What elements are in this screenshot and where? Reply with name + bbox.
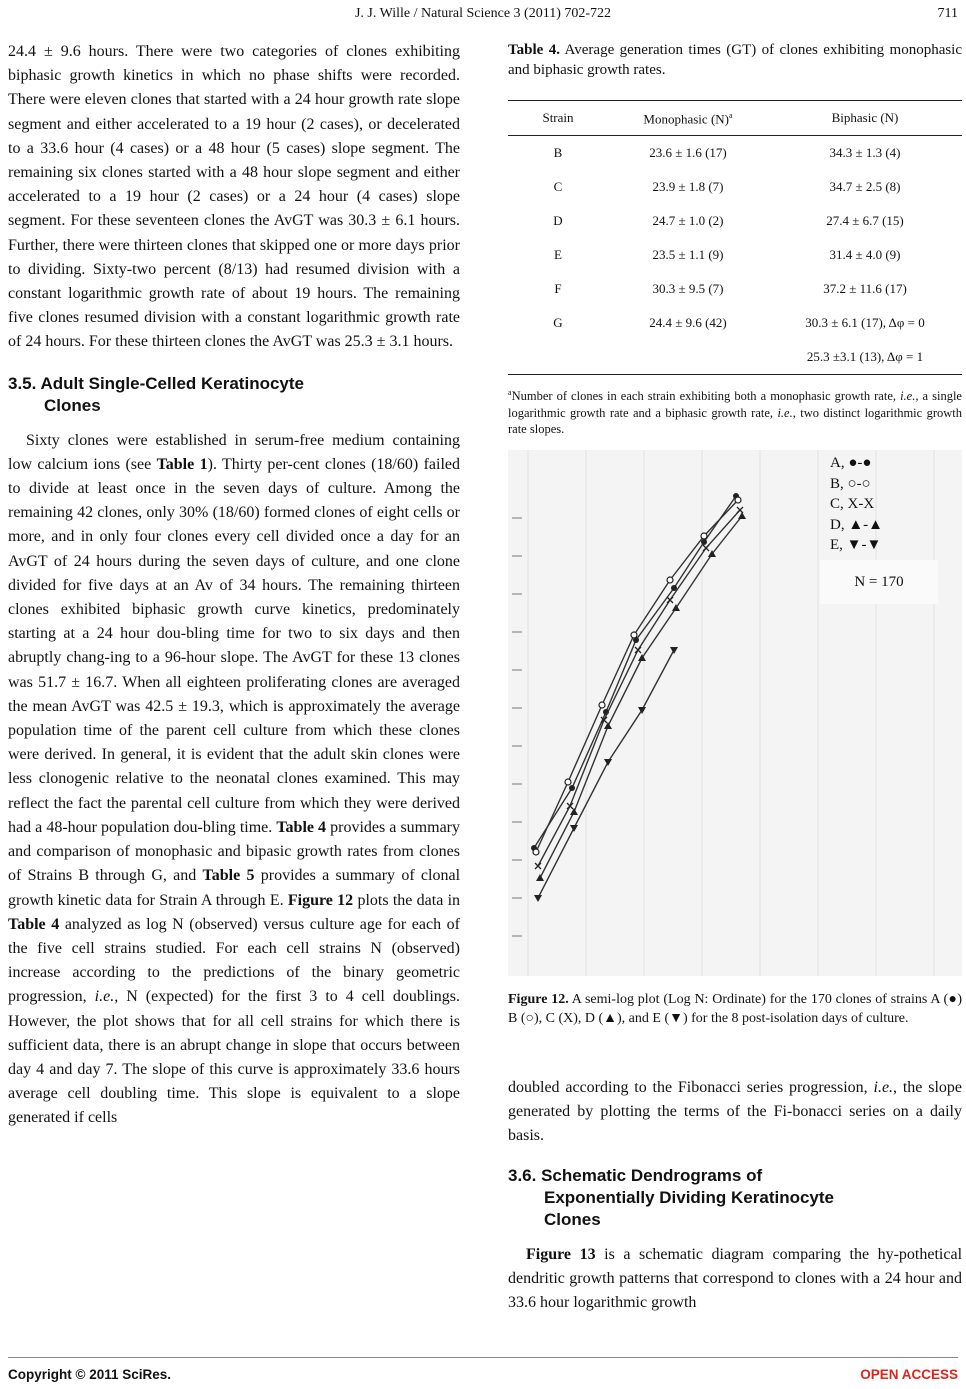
paragraph-dendrograms: Figure 13 is a schematic diagram comparing the hy-pothetical dendritic growth patterns that correspond to clones with a 24 hour and 33.6 hour logarithmic growth [508, 1245, 963, 1312]
figure-12-link[interactable]: Figure 12 [287, 891, 354, 909]
point-marker [604, 759, 612, 766]
footer-rule [8, 1357, 958, 1358]
table-4-caption: Table 4. Average generation times (GT) of clones exhibiting monophasic and biphasic growth rates. [508, 42, 963, 78]
table-cell: D [553, 212, 563, 228]
paragraph-fibonacci: doubled according to the Fibonacci series progression, i.e., the slope generated by plotting the terms of the Fi-bonacci series on a daily basis. [508, 1079, 962, 1145]
table-cell: 23.5 ± 1.1 (9) [652, 246, 724, 262]
table-cell: 27.4 ± 6.7 (15) [826, 212, 904, 228]
header-strain: Strain [542, 109, 574, 125]
page-header [0, 6, 966, 30]
point-marker [701, 539, 707, 545]
point-marker [535, 863, 541, 869]
header-monophasic: Monophasic $(N)^a$ [643, 111, 733, 127]
page-number: 711 [937, 6, 958, 21]
table-row [508, 136, 962, 171]
figure-12-legend [830, 453, 940, 556]
legend-entry-c: C, X-X [830, 496, 875, 512]
copyright-notice: Copyright © 2011 SciRes. [8, 1367, 172, 1382]
table-cell: E [554, 246, 562, 262]
table-row [508, 204, 962, 238]
table-row [508, 170, 962, 204]
table-cell: 31.4 ± 4.0 (9) [829, 246, 901, 262]
table-cell: F [554, 280, 562, 296]
paragraph-growth-kinetics: 24.4 ± 9.6 hours. There were two categories of clones exhibiting biphasic growth kinetics in which no phase shifts were recorded. There were eleven clones that started with a 24 hour growth rate slope segment and either accelerated to a 19 hour (2 cases), or decelerated to a 33.6 hour (4 cases) or a 48 hour (5 cases) slope segment. The remaining six clones started with a 48 hour slope segment and either accelerated to a 19 hour (2 cases) or a 24 hour (4 cases) slope segment. For these seventeen clones the AvGT was 30.3 ± 6.1 hours. Further, there were thirteen clones that skipped one or more days prior to dividing. Sixty-two percent (8/13) had resumed division with a constant logarithmic growth rate of about 19 hours. The remaining five clones resumed division with a constant logarithmic growth rate of 24 hours. For these thirteen clones the AvGT was 25.3 ± 3.1 hours. [8, 43, 460, 351]
point-marker [570, 808, 578, 815]
running-title: J. J. Wille / Natural Science 3 (2011) 702-722 [354, 6, 612, 21]
figure-12-caption-block [508, 990, 962, 1028]
point-marker [570, 825, 578, 832]
table-cell: 24.7 ± 1.0 (2) [652, 212, 724, 228]
table-row [508, 340, 962, 375]
point-marker [604, 722, 612, 729]
right-column-text [508, 1076, 962, 1315]
table-cell: C [553, 178, 563, 194]
point-marker [536, 874, 544, 881]
table-cell: 34.7 ± 2.5 (8) [829, 178, 901, 194]
point-marker [635, 647, 641, 653]
paragraph-adult-clones: Sixty clones were established in serum-free medium containing low calcium ions (see Table 1). Thirty per-cent clones (18/60) failed to divide at least once in the seven days of culture. Among the remaining 42 clones, only 30% (18/60) formed clones of eight cells or more, and in only four clones every cell divided once a day for an AvGT of 24 hours during the seven days of culture, and one clone divided for five days at an Av of 34 hours. The remaining thirteen clones exhibited biphasic growth curve kinetics, predominately starting at a 24 hour dou-bling time for two to six days and then abruptly chang-ing to a 96-hour slope. The AvGT for these 13 clones was 51.7 ± 16.7. When all eighteen proliferating clones are averaged the mean AvGT was 42.5 ± 19.3, which is approximately the average population time of the parent cell culture from which these clones were derived. In general, it is evident that the adult skin clones were less clonogenic relative to the neonatal clones examined. This may reflect the fact the parental cell culture from which they were derived had a 48-hour population dou-bling time. Table 4 provides a summary and comparison of monophasic and bipasic growth rates from clones of Strains B through G, and Table 5 provides a summary of clonal growth kinetic data for Strain A through E. Figure 12 plots the data in Table 4 analyzed as log N (observed) versus culture age for each of the five cell strains studied. For each cell strains N (observed) increase according to the predictions of the binary geometric progression, i.e., N (expected) for the first 3 to 4 cell doublings. However, the plot shows that for all cell strains for which there is sufficient data, there is an abrupt change in slope that occurs between day 4 and day 7. The slope of this curve is approximately 33.6 hours average cell doubling time. This slope is equivalent to a slope generated if cells [8, 431, 461, 1127]
point-marker [631, 632, 637, 638]
table-row [508, 238, 962, 272]
table-cell: 24.4 ± 9.6 (42) [649, 314, 727, 330]
section-heading-3-6: 3.6. Schematic Dendrograms of Exponentially Dividing Keratinocyte Clones [508, 1165, 835, 1229]
table-4-link-2[interactable]: Table 4 [8, 915, 60, 933]
table-cell: 23.6 ± 1.6 (17) [649, 144, 727, 160]
open-access-label: OPEN ACCESS [860, 1367, 958, 1382]
legend-entry-b: B, ○-○ [830, 475, 871, 492]
point-marker [738, 512, 746, 519]
point-marker [667, 597, 673, 603]
point-marker [735, 497, 741, 503]
point-marker [567, 803, 573, 809]
table-cell: 25.3 ±3.1 (13), Δφ = 1 [768, 340, 962, 375]
page-footer [0, 1345, 966, 1389]
growth-curve [538, 510, 740, 866]
table-cell [508, 340, 608, 375]
table-cell: 37.2 ± 11.6 (17) [823, 280, 907, 296]
point-marker [703, 545, 709, 551]
left-column [8, 40, 460, 1131]
table-cell: 34.3 ± 1.3 (4) [829, 144, 901, 160]
point-marker [534, 895, 542, 902]
sample-size-label: N = 170 [820, 560, 938, 604]
table-cell: 23.9 ± 1.8 (7) [652, 178, 724, 194]
growth-curve [540, 516, 742, 878]
point-marker [599, 702, 605, 708]
table-cell: B [553, 144, 563, 160]
header-biphasic: Biphasic (N) [831, 109, 899, 125]
table-4-block [508, 40, 962, 438]
point-marker [569, 785, 575, 791]
point-marker [533, 849, 539, 855]
table-row [508, 306, 962, 340]
point-marker [737, 507, 743, 513]
table-row [508, 272, 962, 306]
point-marker [667, 577, 673, 583]
table-4-link[interactable]: Table 4 [276, 818, 327, 836]
table-1-link[interactable]: Table 1 [156, 455, 208, 473]
table-header-row [508, 101, 962, 136]
legend-entry-a: A, ●-● [830, 455, 872, 471]
table-5-link[interactable]: Table 5 [202, 867, 255, 885]
point-marker [670, 647, 678, 654]
figure-12-caption: Figure 12. A semi-log plot (Log N: Ordinate) for the 170 clones of strains A (●) B (○), C (X), D (▲), and E (▼) for the 8 post-isolation days of culture. [508, 992, 962, 1026]
table-4 [508, 100, 962, 375]
point-marker [638, 707, 646, 714]
point-marker [565, 779, 571, 785]
table-cell: G [553, 314, 563, 330]
section-heading-3-5: 3.5. Adult Single-Celled Keratinocyte Clones [8, 373, 304, 415]
table-cell [608, 340, 768, 375]
growth-curve [536, 500, 738, 852]
figure-13-link[interactable]: Figure 13 [526, 1245, 596, 1263]
table-cell: 30.3 ± 6.1 (17), Δφ = 0 [805, 314, 925, 330]
growth-curve [538, 650, 674, 898]
legend-entry-d: D, ▲-▲ [830, 516, 884, 533]
table-4-footnote: $^a$Number of clones in each strain exhibiting both a monophasic growth rate, i.e., a single logarithmic growth rate and a biphasic growth rate, i.e., two distinct logarithmic growth rate slopes. [508, 388, 963, 437]
table-cell: 30.3 ± 9.5 (7) [652, 280, 724, 296]
point-marker [701, 533, 707, 539]
legend-entry-e: E, ▼-▼ [830, 537, 882, 553]
